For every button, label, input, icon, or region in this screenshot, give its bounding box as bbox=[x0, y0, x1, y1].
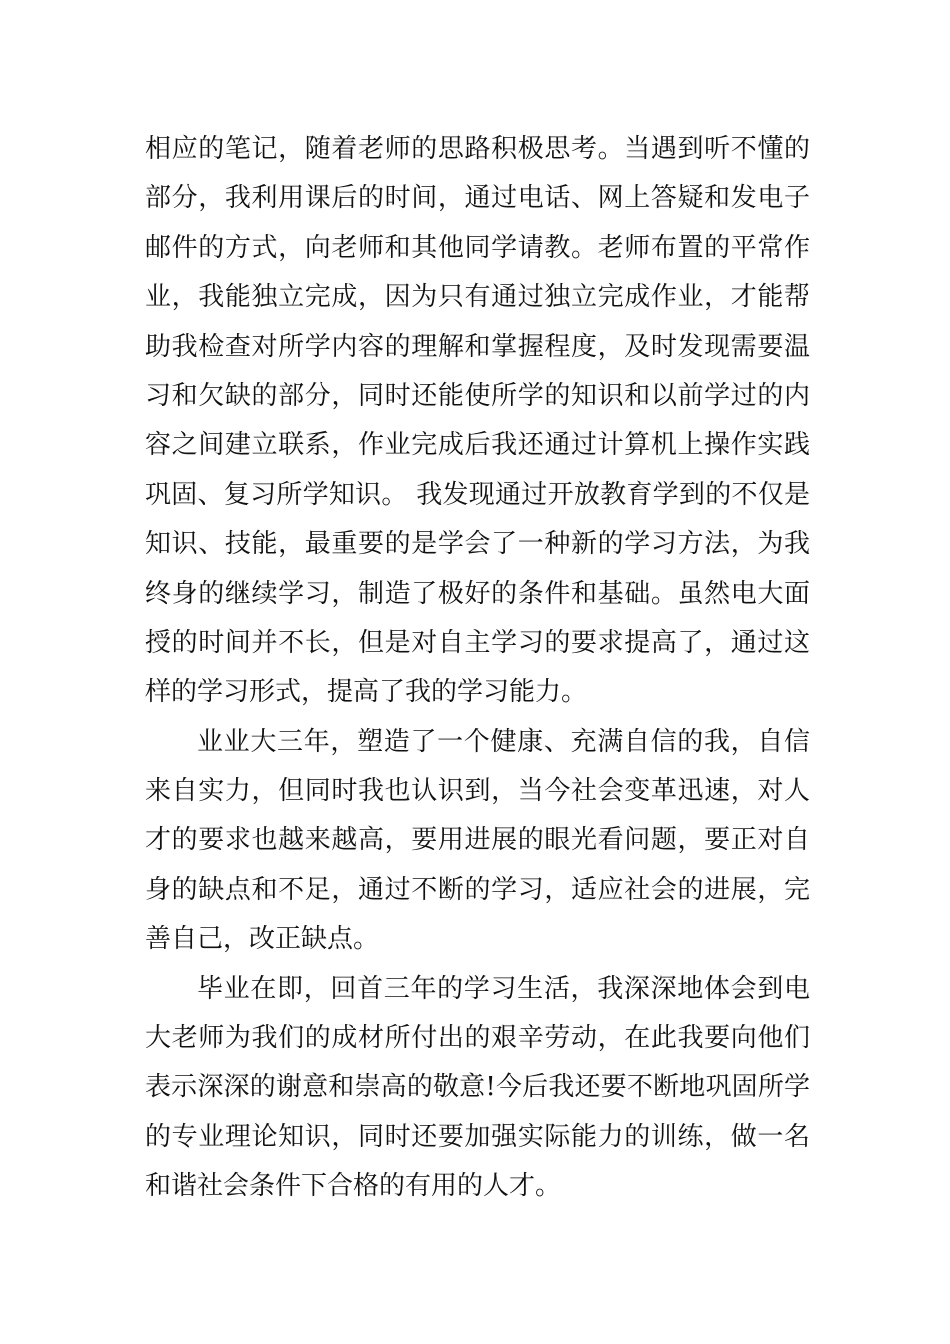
text-line: 相应的笔记，随着老师的思路积极思考。当遇到听不懂的 bbox=[145, 134, 810, 164]
text-line: 善自己，改正缺点。 bbox=[145, 924, 380, 955]
text-line: 样的学习形式，提高了我的学习能力。 bbox=[145, 677, 588, 708]
text-line: 身的缺点和不足，通过不断的学习，适应社会的进展，完 bbox=[145, 874, 810, 905]
text-line: 巩固、复习所学知识。 我发现通过开放教育学到的不仅是 bbox=[145, 479, 810, 510]
text-line: 业业大三年，塑造了一个健康、充满自信的我，自信 bbox=[197, 726, 810, 757]
text-line: 终身的继续学习，制造了极好的条件和基础。虽然电大面 bbox=[145, 578, 810, 609]
text-line: 习和欠缺的部分，同时还能使所学的知识和以前学过的内 bbox=[145, 380, 810, 411]
text-line: 毕业在即，回首三年的学习生活，我深深地体会到电 bbox=[197, 973, 810, 1004]
text-line: 业，我能独立完成，因为只有通过独立完成作业，才能帮 bbox=[145, 282, 810, 313]
text-line: 助我检查对所学内容的理解和掌握程度，及时发现需要温 bbox=[145, 331, 810, 362]
text-line: 授的时间并不长，但是对自主学习的要求提高了，通过这 bbox=[145, 627, 810, 658]
text-line: 和谐社会条件下合格的有用的人才。 bbox=[145, 1171, 562, 1202]
text-line: 邮件的方式，向老师和其他同学请教。老师布置的平常作 bbox=[145, 232, 810, 263]
text-line: 来自实力，但同时我也认识到，当今社会变革迅速，对人 bbox=[145, 776, 810, 807]
text-line: 部分，我利用课后的时间，通过电话、网上答疑和发电子 bbox=[145, 183, 810, 214]
text-line: 的专业理论知识，同时还要加强实际能力的训练，做一名 bbox=[145, 1121, 810, 1152]
document-body bbox=[145, 125, 810, 1212]
text-line: 大老师为我们的成材所付出的艰辛劳动，在此我要向他们 bbox=[145, 1023, 810, 1054]
text-line: 容之间建立联系，作业完成后我还通过计算机上操作实践 bbox=[145, 430, 810, 461]
text-line: 表示深深的谢意和崇高的敬意!今后我还要不断地巩固所学 bbox=[145, 1072, 810, 1103]
text-line: 才的要求也越来越高，要用进展的眼光看问题，要正对自 bbox=[145, 825, 810, 856]
paragraph-3 bbox=[145, 965, 810, 1212]
paragraph-1 bbox=[145, 125, 810, 718]
paragraph-2 bbox=[145, 718, 810, 965]
text-line: 知识、技能，最重要的是学会了一种新的学习方法，为我 bbox=[145, 529, 810, 560]
